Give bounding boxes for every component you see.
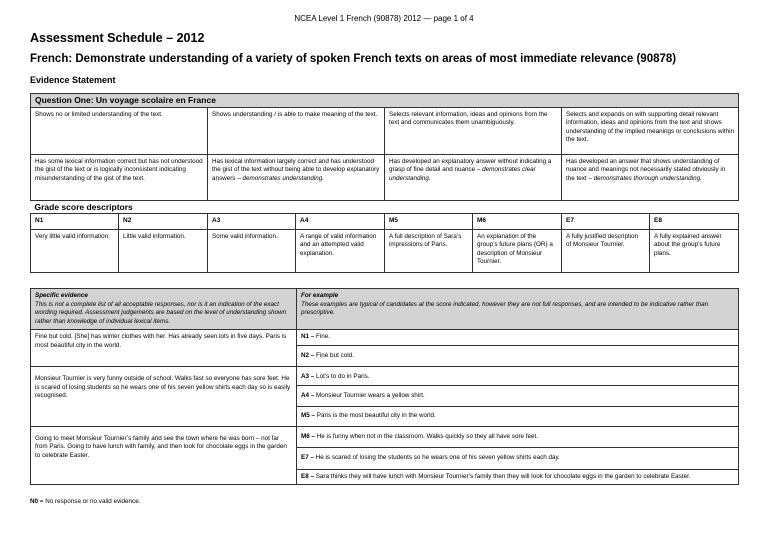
criterion-detail-cell: Has developed an answer that shows understanding of nuance and meanings not necessarily stated obviously in the text – demonstrates thorough understanding. — [562, 154, 739, 200]
standard-title: French: Demonstrate understanding of a variety of spoken French texts on areas of most immediate relevance (90878) — [30, 53, 677, 65]
n0-footnote: N0 = No response or no valid evidence. — [30, 498, 141, 505]
grade-descriptor: Little valid information. — [119, 229, 208, 272]
grade-descriptor: A range of valid information and an attempted valid explanation. — [296, 229, 385, 272]
grade-code: M5 — [385, 214, 473, 230]
criterion-cell: Selects relevant information, ideas and opinions from the text and communicates them unambiguously. — [385, 107, 562, 154]
example-cell: M6 – He is funny when not in the classroom. Walks quickly so they all have sore feet. — [297, 426, 739, 448]
evidence-statement-heading: Evidence Statement — [30, 75, 116, 85]
grade-code: A3 — [208, 214, 296, 230]
grade-code: N1 — [31, 214, 119, 230]
specific-evidence-heading: Specific evidence — [35, 292, 88, 299]
evidence-cell: Going to meet Monsieur Tournier’s family and see the town where he was born – not far from Paris. Going to have lunch with family, and then look for chocolate eggs in the garden to celebrate Easter. — [31, 426, 297, 485]
schedule-title: Assessment Schedule – 2012 — [30, 31, 205, 45]
example-cell: M5 – Paris is the most beautiful city in the world. — [297, 407, 739, 427]
question-title: Question One: Un voyage scolaire en France — [31, 94, 739, 108]
criterion-cell: Selects and expands on with supporting detail relevant information, ideas and opinions from the text and shows understanding of the implied meanings or conclusions within the text. — [562, 107, 739, 154]
evidence-cell: Monsieur Tournier is very funny outside of school. Walks fast so everyone has sore feet. He is scared of losing students so he wears one of his seven yellow shirts each day so is easily recognised. — [31, 367, 297, 427]
specific-evidence-header — [31, 289, 297, 330]
specific-evidence-note: This is not a complete list of all acceptable responses, nor is it an indication of the exact wording required. Assessment judgements are based on the level of understanding shown rather than knowledge of individual lexical items. — [35, 300, 287, 325]
example-cell: E7 – He is scared of losing the students so he wears one of his seven yellow shirts each day. — [297, 448, 739, 470]
grade-descriptor: Very little valid information. — [31, 229, 119, 272]
evidence-cell: Fine but cold. [She] has winter clothes with her. Has already seen lots in five days. Paris is most beautiful city in the world. — [31, 330, 297, 367]
grade-code: E8 — [650, 214, 739, 230]
grade-descriptor: A fully explained answer about the group’s future plans. — [650, 229, 739, 272]
criterion-detail-cell: Has developed an explanatory answer without indicating a grasp of fine detail and nuance – demonstrates clear understanding. — [385, 154, 562, 200]
grade-code: E7 — [562, 214, 650, 230]
example-cell: N2 – Fine but cold. — [297, 345, 739, 367]
evidence-table — [30, 93, 739, 273]
criterion-detail-cell: Has some lexical information correct but has not understood the gist of the text or is logically inconsistent indicating misunderstanding of the gist of the text. — [31, 154, 208, 200]
grade-descriptor: A fully justified description of Monsieur Tournier. — [562, 229, 650, 272]
criterion-cell: Shows no or limited understanding of the text. — [31, 107, 208, 154]
example-cell: E8 – Sara thinks they will have lunch with Monsieur Tournier’s family then they will look for chocolate eggs in the garden to celebrate Easter. — [297, 469, 739, 485]
example-cell: A3 – Lot’s to do in Paris. — [297, 367, 739, 386]
grade-descriptor: Some valid information. — [208, 229, 296, 272]
specific-evidence-table — [30, 288, 739, 485]
grade-descriptor: A full description of Sara’s impressions of Paris. — [385, 229, 473, 272]
for-example-note: These examples are typical of candidates at the score indicated, however they are not full responses, and are intended to be indicative rather than prescriptive. — [301, 300, 709, 316]
for-example-header — [297, 289, 739, 330]
grade-code: M6 — [473, 214, 562, 230]
criterion-detail-cell: Has lexical information largely correct and has understood the gist of the text without being able to develop explanatory answers – demonstrates understanding. — [208, 154, 385, 200]
example-cell: A4 – Monsieur Tournier wears a yellow shirt. — [297, 385, 739, 407]
example-cell: N1 – Fine. — [297, 330, 739, 346]
grade-code: N2 — [119, 214, 208, 230]
grade-descriptors-heading: Grade score descriptors — [31, 200, 739, 214]
for-example-heading: For example — [301, 292, 339, 299]
grade-code: A4 — [296, 214, 385, 230]
page-header: NCEA Level 1 French (90878) 2012 — page 1 of 4 — [294, 14, 474, 23]
criterion-cell: Shows understanding / is able to make meaning of the text. — [208, 107, 385, 154]
grade-descriptor: An explanation of the group’s future plans (OR) a description of Monsieur Tournier. — [473, 229, 562, 272]
